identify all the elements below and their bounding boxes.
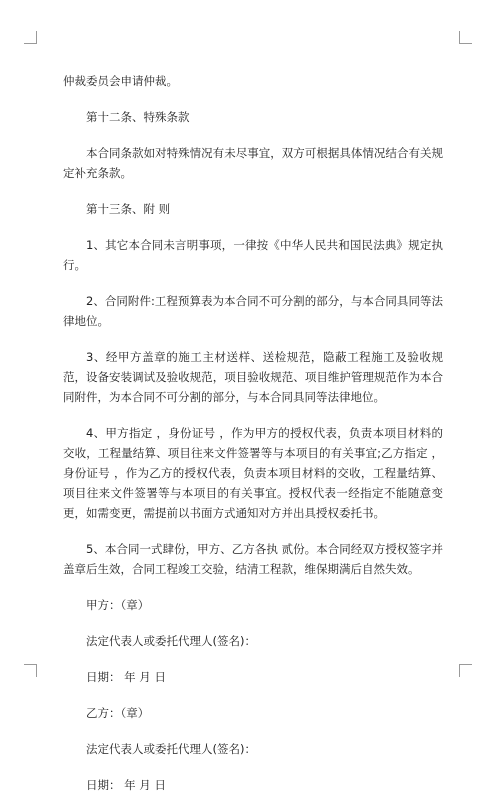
document-paragraph: 仲裁委员会申请仲裁。 — [63, 74, 178, 88]
document-paragraph: 法定代表人或委托代理人(签名)： — [86, 742, 256, 756]
document-paragraph: 乙方：（章） — [86, 706, 150, 720]
document-page — [63, 71, 443, 811]
document-paragraph: 4、甲方指定 ，身份证号 ，作为甲方的授权代表，负责本项目材料的交收，工程量结算、项目往来文件签署等与本项目的有关事宜;乙方指定 ，身份证号 ，作为乙方的授权代表，负责本项目材料的交收，工程量结算、项目往来文件签署等与本项目的有关事宜。授权代表一经指定不能随意变更，如需变更，需提前以书面方式通知对方并出具授权委托书。 — [63, 426, 443, 520]
page-corner-mark-bottom-left — [24, 664, 37, 677]
document-paragraph: 日期： 年 月 日 — [86, 670, 166, 684]
document-paragraph: 3、经甲方盖章的施工主材送样、送检规范，隐蔽工程施工及验收规范，设备安装调试及验收规范，项目验收规范、项目维护管理规范作为本合同附件，为本合同不可分割的部分，与本合同具同等法律地位。 — [63, 350, 443, 404]
document-paragraph: 第十二条、特殊条款 — [86, 110, 190, 124]
document-paragraph: 1、其它本合同未言明事项，一律按《中华人民共和国民法典》规定执行。 — [63, 238, 443, 272]
document-paragraph: 日期： 年 月 日 — [86, 778, 166, 792]
document-paragraph: 5、本合同一式肆份，甲方、乙方各执 贰份。本合同经双方授权签字并盖章后生效，合同工程竣工交验，结清工程款，维保期满后自然失效。 — [63, 542, 443, 576]
page-corner-mark-top-left — [24, 31, 37, 44]
document-paragraph: 2、合同附件:工程预算表为本合同不可分割的部分，与本合同具同等法律地位。 — [63, 294, 443, 328]
page-corner-mark-bottom-right — [459, 664, 472, 677]
document-paragraph: 第十三条、附 则 — [86, 202, 171, 216]
page-corner-mark-top-right — [459, 31, 472, 44]
document-paragraph: 甲方：（章） — [86, 598, 150, 612]
document-paragraph: 本合同条款如对特殊情况有未尽事宜，双方可根据具体情况结合有关规定补充条款。 — [63, 146, 443, 180]
document-paragraph: 法定代表人或委托代理人(签名)： — [86, 634, 256, 648]
